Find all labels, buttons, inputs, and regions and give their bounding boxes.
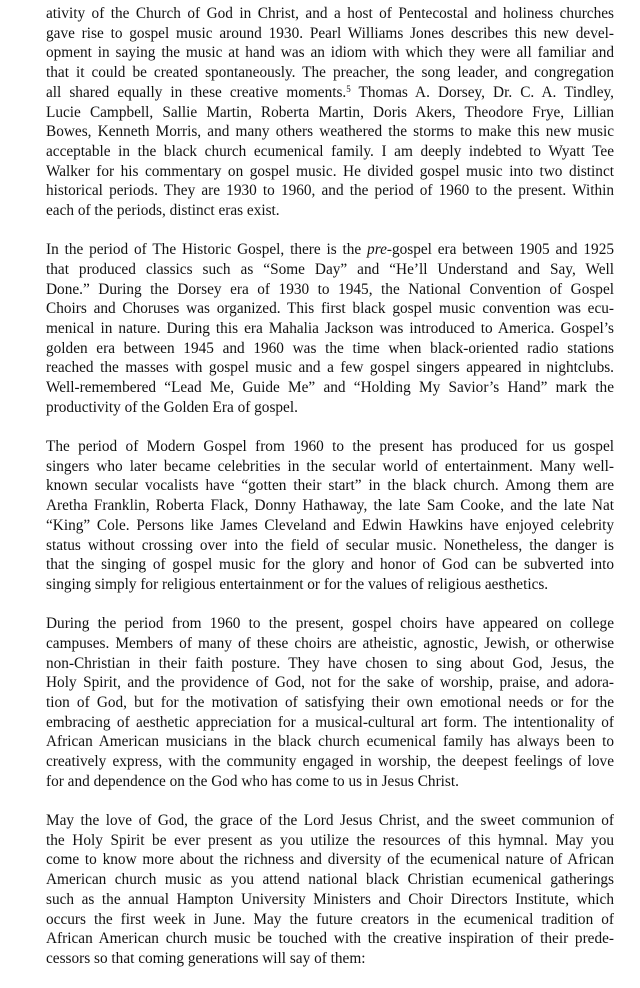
text-line: tion of God, but for the motivation of satisfying their own emotional needs or for the [46,694,614,711]
paragraph-gospel-origins [46,4,614,221]
text-line [46,240,614,260]
text-line: campuses. Members of many of these choirs are atheistic, agnostic, Jewish, or otherwise [46,634,614,652]
text-line: that the singing of gospel music for the glory and honor of God can be subverted into [46,556,614,574]
text-line: singing simply for religious entertainment or for the values of religious aesthetics. [46,575,549,593]
paragraph-college-choirs [46,614,614,791]
text-line: come to know more about the richness and diversity of the ecumenical nature of African [46,851,614,869]
text-segment: In the period of The Historic Gospel, there is the [46,241,368,259]
text-line: status without crossing over into the field of secular music. Nonetheless, the danger is [46,536,614,554]
text-segment: -gospel era between 1905 and 1925 [386,241,615,259]
text-line: gave rise to gospel music around 1930. Pearl Williams Jones describes this new devel- [46,24,614,42]
text-line: During the period from 1960 to the present, gospel choirs have appeared on college [46,615,614,633]
text-line: known secular vocalists have “gotten their start” in the black church. Among them are [46,477,614,495]
text-line: Walker for his commentary on gospel music. He divided gospel music into two distinct [46,162,614,180]
text-line: singers who later became celebrities in the secular world of entertainment. Many well- [46,457,614,475]
text-line: historical periods. They are 1930 to 1960, and the period of 1960 to the present. Within [46,182,614,200]
text-line: that it could be created spontaneously. The preacher, the song leader, and congregation [46,64,614,82]
text-line: Lucie Campbell, Sallie Martin, Roberta Martin, Doris Akers, Theodore Frye, Lillian [46,103,614,121]
text-line: for and dependence on the God who has come to us in Jesus Christ. [46,772,459,790]
text-line: Choirs and Choruses was organized. This first black gospel music convention was ecu- [46,300,614,318]
text-line: embracing of aesthetic appreciation for a musical-cultural art form. The intentionality of [46,713,614,731]
text-line: American church music as you attend national black Christian ecumenical gatherings [46,871,614,889]
text-line: creatively express, with the community engaged in worship, the deepest feelings of love [46,753,614,771]
paragraph-historic-gospel [46,240,614,417]
paragraph-modern-gospel [46,437,614,595]
text-segment: all shared equally in these creative moments. [46,83,347,101]
text-line: that produced classics such as “Some Day” and “He’ll Understand and Say, Well [46,260,614,278]
text-line: productivity of the Golden Era of gospel. [46,398,298,416]
text-line: reached the masses with gospel music and a few gospel singers appeared in nightclubs. [46,359,614,377]
text-line: African American musicians in the black church ecumenical family has always been to [46,733,614,751]
text-line: golden era between 1945 and 1960 was the time when black-oriented radio stations [46,339,614,357]
text-line: occurs the first week in June. May the future creators in the ecumenical tradition of [46,910,614,928]
text-line: African American church music be touched with the creative inspiration of their prede- [46,930,614,948]
text-line: “King” Cole. Persons like James Cleveland and Edwin Hawkins have enjoyed celebrity [46,516,614,534]
text-line: Aretha Franklin, Roberta Flack, Donny Hathaway, the late Sam Cooke, and the late Nat [46,497,614,515]
text-line: Bowes, Kenneth Morris, and many others weathered the storms to make this new music [46,123,614,141]
text-line: May the love of God, the grace of the Lord Jesus Christ, and the sweet communion of [46,812,614,830]
text-line: opment in saying the music at hand was an idiom with which they were all familiar and [46,44,614,62]
text-line: acceptable in the black church ecumenical family. I am deeply indebted to Wyatt Tee [46,142,614,160]
emphasis-text: pre [367,241,387,259]
text-line [46,83,614,103]
paragraph-blessing [46,811,614,969]
text-line: Done.” During the Dorsey era of 1930 to 1945, the National Convention of Gospel [46,280,614,298]
text-line: the Holy Spirit be ever present as you utilize the resources of this hymnal. May you [46,831,614,849]
text-line: such as the annual Hampton University Ministers and Choir Directors Institute, which [46,890,614,908]
text-line: cessors so that coming generations will say of them: [46,949,366,967]
text-line: Holy Spirit, and the providence of God, not for the sake of worship, praise, and adora- [46,674,614,692]
page-body [46,4,614,988]
text-line: menical in nature. During this era Mahalia Jackson was introduced to America. Gospel’s [46,320,614,338]
text-segment: Thomas A. Dorsey, Dr. C. A. Tindley, [350,83,614,101]
text-line: Well-remembered “Lead Me, Guide Me” and “Holding My Savior’s Hand” mark the [46,379,614,397]
text-line: non-Christian in their faith posture. They have chosen to sing about God, Jesus, the [46,654,614,672]
text-line: ativity of the Church of God in Christ, and a host of Pentecostal and holiness churches [46,5,614,22]
text-line: each of the periods, distinct eras exist. [46,202,280,220]
text-line: The period of Modern Gospel from 1960 to the present has produced for us gospel [46,438,614,456]
footnote-reference[interactable]: 5 [346,83,351,94]
